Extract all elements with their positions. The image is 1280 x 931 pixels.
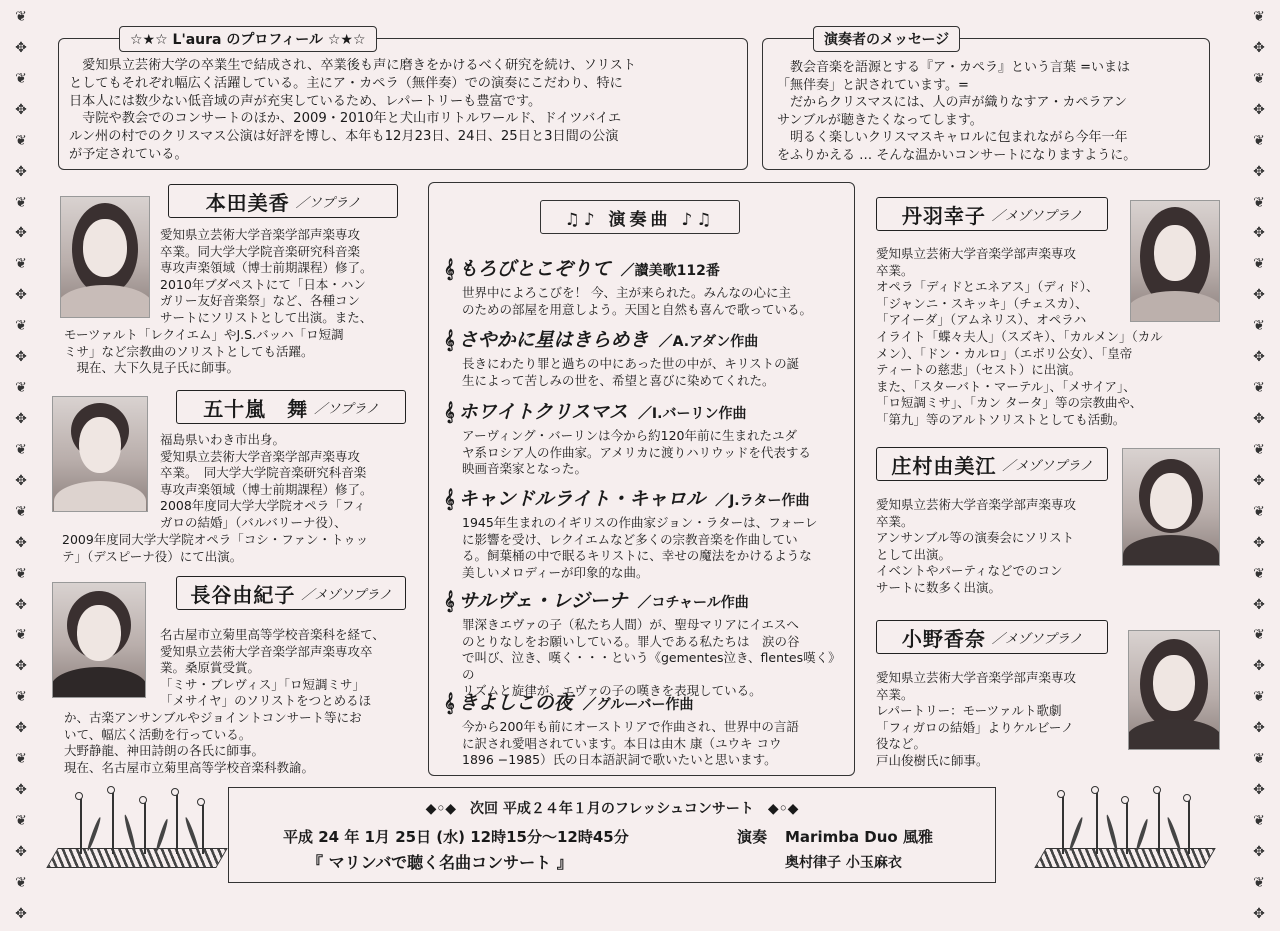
vine-ornament-icon: ❦ <box>1253 318 1265 335</box>
bio-line: 愛知県立芸術大学音楽学部声楽専攻 <box>876 246 1077 261</box>
vine-ornament-icon: ❦ <box>1253 812 1265 829</box>
bio-line: モーツァルト「レクイエム」やJ.S.バッハ「ロ短調 <box>64 327 344 342</box>
message-line: だからクリスマスには、人の声が織りなすア・カペラアン <box>777 95 1127 111</box>
vine-ornament-icon: ❦ <box>15 751 27 768</box>
left-border-ornament <box>8 10 34 921</box>
bio-line: 戸山俊樹氏に師事。 <box>876 752 989 768</box>
bio-line: イベントやパーティなどでのコン <box>876 563 1063 579</box>
performer-name-box <box>168 184 398 218</box>
bio-line: 現在、名古屋市立菊里高等学校音楽科教諭。 <box>64 759 315 775</box>
vine-ornament-icon: ❦ <box>15 318 27 335</box>
bio-line: 「ジャンニ・スキッキ」（チェスカ）、 <box>876 295 1088 311</box>
song-desc-line: 映画音楽家となった。 <box>462 461 588 477</box>
performer-photo <box>1130 200 1220 322</box>
bio-line: サートにソリストとして出演。また、 <box>160 309 373 325</box>
performer-role: ／メゾソプラノ <box>991 208 1083 224</box>
vine-ornament-icon: ✥ <box>15 472 27 489</box>
bio-line: として出演。 <box>876 546 952 562</box>
message-line: サンブルが聴きたくなってします。 <box>777 112 983 128</box>
treble-clef-icon: 𝄞 <box>444 402 455 423</box>
song-desc-line: 罪深きエヴァの子（私たち人間）が、聖母マリアにイエスへ <box>462 617 799 632</box>
vine-ornament-icon: ✥ <box>1253 163 1265 180</box>
vine-ornament-icon: ✥ <box>15 287 27 304</box>
song-item <box>444 397 844 478</box>
song-desc-line: に訳され愛唱されています。本日は由木 康（ユウキ コウ <box>462 735 782 751</box>
song-title: もろびとこぞりて <box>458 258 611 280</box>
bio-line: サートに数多く出演。 <box>876 579 1002 595</box>
performer-name: 五十嵐 舞 <box>203 396 309 421</box>
vine-ornament-icon: ❦ <box>1253 627 1265 644</box>
profile-box <box>58 32 748 170</box>
vine-ornament-icon: ❦ <box>1253 503 1265 520</box>
bio-line: 2008年度同大学大学院オペラ「フィ <box>160 498 366 514</box>
song-desc-line: のとりなしをお願いしている。罪人である私たちは 涙の谷 <box>462 633 800 649</box>
next-concert-heading: ◆◦◆ 次回 平成２４年１月のフレッシュコンサート ◆◦◆ <box>425 801 799 817</box>
vine-ornament-icon: ✥ <box>15 720 27 737</box>
song-desc <box>444 356 844 389</box>
vine-ornament-icon: ❦ <box>15 70 27 87</box>
song-desc <box>444 515 844 581</box>
vine-ornament-icon: ✥ <box>15 843 27 860</box>
song-item <box>444 484 844 581</box>
song-title: さやかに星はきらめき <box>458 329 649 351</box>
vine-ornament-icon: ❦ <box>1253 565 1265 582</box>
song-desc-line: 生によって苦しみの世を、希望と喜びに染めてくれた。 <box>462 372 775 388</box>
performer-bio <box>160 627 430 710</box>
right-border-ornament <box>1246 10 1272 921</box>
bio-line: ガロの結婚」（バルバリーナ役）、 <box>160 514 347 530</box>
performer-name: 長谷由紀子 <box>190 582 296 607</box>
performer-photo <box>1128 630 1220 750</box>
bio-line: 卒業。 <box>876 513 914 529</box>
vine-ornament-icon: ❦ <box>15 132 27 149</box>
performer-bio <box>876 497 1126 597</box>
song-composer: ／I.バーリン作曲 <box>637 406 747 422</box>
performer-bio-wide <box>64 710 424 776</box>
vine-ornament-icon: ✥ <box>1253 225 1265 242</box>
profile-line: としてもそれぞれ幅広く活躍している。主にア・カペラ（無伴奏）での演奏にこだわり、特に <box>69 75 623 91</box>
vine-ornament-icon: ✥ <box>1253 720 1265 737</box>
vine-ornament-icon: ❦ <box>1253 194 1265 211</box>
profile-line: が予定されている。 <box>69 146 188 162</box>
vine-ornament-icon: ✥ <box>1253 782 1265 799</box>
vine-ornament-icon: ❦ <box>15 9 27 25</box>
bio-line: 愛知県立芸術大学音楽学部声楽専攻 <box>160 227 361 242</box>
performer-bio-wide <box>62 532 422 565</box>
bio-line: アンサンブル等の演奏会にソリスト <box>876 530 1075 546</box>
bio-line: 2009年度同大学大学院オペラ「コシ・ファン・トゥッ <box>62 532 369 547</box>
vine-ornament-icon: ✥ <box>1253 843 1265 860</box>
bio-line: 愛知県立芸術大学音楽学部声楽専攻卒 <box>160 643 373 659</box>
vine-ornament-icon: ✥ <box>15 410 27 427</box>
song-desc-line: 世界中によろこびを！ 今、主が来られた。みんなの心に主 <box>462 285 791 300</box>
bio-line: テ」（デスピーナ役）にて出演。 <box>62 548 243 564</box>
song-title: キャンドルライト・キャロル <box>458 488 706 510</box>
vine-ornament-icon: ❦ <box>1253 380 1265 397</box>
vine-ornament-icon: ✥ <box>1253 101 1265 118</box>
bio-line: ガリー友好音楽祭」など、各種コン <box>160 293 361 309</box>
song-desc <box>444 285 844 318</box>
song-desc-line: ヤ系ロシア人の作曲家。アメリカに渡りハリウッドを代表する <box>462 444 811 460</box>
bio-line: 業。桑原賞受賞。 <box>160 660 261 676</box>
song-item <box>444 688 844 769</box>
profile-line: 寺院や教会でのコンサートのほか、2009・2010年と犬山市リトルワールド、ドイツバイエ <box>69 111 622 127</box>
vine-ornament-icon: ❦ <box>15 380 27 397</box>
vine-ornament-icon: ✥ <box>15 225 27 242</box>
performer-role: ／メゾソプラノ <box>1002 458 1093 474</box>
bio-line: 「メサイヤ」のソリストをつとめるほ <box>160 693 372 709</box>
vine-ornament-icon: ❦ <box>15 256 27 273</box>
song-composer: ／J.ラター作曲 <box>715 493 810 509</box>
performer-name: 庄村由美江 <box>891 453 997 478</box>
performer-role: ／ソプラノ <box>295 195 361 211</box>
vine-ornament-icon: ✥ <box>1253 534 1265 551</box>
performer-bio-wide <box>64 327 414 377</box>
performer-name: 小野香奈 <box>901 626 986 651</box>
bio-line: か、古楽アンサンブルやジョイントコンサート等にお <box>64 710 362 725</box>
performer-bio <box>876 670 1126 770</box>
vine-ornament-icon: ❦ <box>15 812 27 829</box>
next-concert-date: 平成 24 年 1月 25日 (水) 12時15分〜12時45分 <box>283 828 629 846</box>
performer-name: 本田美香 <box>205 190 290 215</box>
song-composer: ／グルーバー作曲 <box>582 697 694 713</box>
performer-name: 丹羽幸子 <box>901 203 986 228</box>
bio-line: オペラ「ディドとエネアス」（ディド）、 <box>876 279 1099 295</box>
performer-photo <box>52 582 146 698</box>
vine-ornament-icon: ✥ <box>15 101 27 118</box>
performer-role: ／メゾソプラノ <box>301 587 392 603</box>
treble-clef-icon: 𝄞 <box>444 591 455 612</box>
performer-name-box <box>876 197 1108 231</box>
song-composer: ／A.アダン作曲 <box>658 334 759 350</box>
performer-role: ／ソプラノ <box>314 401 379 417</box>
performer-role: ／メゾソプラノ <box>991 631 1083 647</box>
profile-title: ☆★☆ L'aura のプロフィール ☆★☆ <box>119 26 377 52</box>
vine-ornament-icon: ❦ <box>15 627 27 644</box>
song-desc-line: 長きにわたり罪と過ちの中にあった世の中が、キリストの誕 <box>462 356 800 371</box>
bio-line: 役など。 <box>876 736 927 752</box>
song-desc-line: で叫び、泣き、嘆く・・・という《gementes泣き、flentes嘆く》の <box>462 650 841 682</box>
vine-ornament-icon: ✥ <box>1253 905 1265 922</box>
song-desc-line: のための部屋を用意しよう。天国と自然も喜んで歌っている。 <box>462 301 813 317</box>
vine-ornament-icon: ✥ <box>1253 39 1265 56</box>
bio-line: イライト「蝶々夫人」（スズキ）、「カルメン」（カル <box>876 329 1163 344</box>
bio-line: 卒業。同大学大学院音楽研究科音楽 <box>160 243 361 259</box>
song-desc-line: 1945年生まれのイギリスの作曲家ジョン・ラターは、フォーレ <box>462 515 818 530</box>
vine-ornament-icon: ❦ <box>1253 256 1265 273</box>
vine-ornament-icon: ❦ <box>1253 689 1265 706</box>
vine-ornament-icon: ✥ <box>15 658 27 675</box>
bio-line: 福島県いわき市出身。 <box>160 432 286 447</box>
songs-title: ♫♪ 演奏曲 ♪♫ <box>540 200 740 234</box>
bio-line: 大野静龍、神田詩朗の各氏に師事。 <box>64 743 265 759</box>
treble-clef-icon: 𝄞 <box>444 693 455 714</box>
vine-ornament-icon: ✥ <box>15 905 27 922</box>
performer-name-box <box>176 576 406 610</box>
treble-clef-icon: 𝄞 <box>444 489 455 510</box>
flower-illustration-right <box>1040 786 1210 886</box>
bio-line: また、「スターバト・マーテル」、「メサイア」、 <box>876 378 1136 394</box>
vine-ornament-icon: ✥ <box>15 782 27 799</box>
performer-name-box <box>876 447 1108 481</box>
next-performer-members: 奥村律子 小玉麻衣 <box>785 855 902 871</box>
vine-ornament-icon: ❦ <box>1253 9 1265 25</box>
song-title: サルヴェ・レジーナ <box>458 590 628 612</box>
vine-ornament-icon: ✥ <box>1253 410 1265 427</box>
song-item <box>444 254 844 318</box>
vine-ornament-icon: ❦ <box>15 441 27 458</box>
next-concert-title: 『 マリンバで聴く名曲コンサート 』 <box>307 853 573 872</box>
song-desc-line: リズムと旋律が、エヴァの子の嘆きを表現している。 <box>462 683 762 699</box>
bio-line: 卒業。 <box>876 686 914 702</box>
song-item <box>444 325 844 389</box>
bio-line: レパートリー：モーツァルト歌劇 <box>876 703 1062 719</box>
vine-ornament-icon: ❦ <box>1253 874 1265 891</box>
bio-line: 「フィガロの結婚」よりケルビーノ <box>876 719 1074 735</box>
vine-ornament-icon: ❦ <box>15 194 27 211</box>
song-item <box>444 586 844 700</box>
message-text <box>777 59 1203 165</box>
message-box <box>762 32 1210 170</box>
song-desc-line: 1896 −1985）氏の日本語訳詞で歌いたいと思います。 <box>462 752 777 768</box>
vine-ornament-icon: ❦ <box>15 689 27 706</box>
bio-line: 愛知県立芸術大学音楽学部声楽専攻 <box>876 497 1077 512</box>
song-title: きよしこの夜 <box>458 692 573 714</box>
vine-ornament-icon: ✥ <box>15 596 27 613</box>
bio-line: 「アイーダ」（アムネリス）、オペラハ <box>876 312 1087 328</box>
performer-photo <box>60 196 150 318</box>
bio-line: 専攻声楽領域（博士前期課程）修了。 <box>160 260 373 276</box>
performer-photo <box>52 396 148 512</box>
bio-line: 卒業。 同大学大学院音楽研究科音楽 <box>160 465 367 481</box>
song-composer: ／讃美歌112番 <box>620 263 720 279</box>
vine-ornament-icon: ❦ <box>1253 441 1265 458</box>
next-concert-box <box>228 787 996 883</box>
bio-line: 名古屋市立菊里高等学校音楽科を経て、 <box>160 627 385 642</box>
bio-line: 現在、大下久見子氏に師事。 <box>64 360 240 376</box>
song-desc-line: る。飼葉桶の中で眠るキリストに、幸せの魔法をかけるような <box>462 548 812 564</box>
vine-ornament-icon: ❦ <box>1253 70 1265 87</box>
song-desc-line: 美しいメロディーが印象的な曲。 <box>462 564 649 580</box>
performer-photo <box>1122 448 1220 566</box>
performer-bio-wide <box>876 329 1216 429</box>
vine-ornament-icon: ✥ <box>15 349 27 366</box>
bio-line: 「ロ短調ミサ」、「カン タータ」等の宗教曲や、 <box>876 395 1143 411</box>
song-composer: ／コチャール作曲 <box>637 595 749 611</box>
vine-ornament-icon: ❦ <box>15 565 27 582</box>
bio-line: 専攻声楽領域（博士前期課程）修了。 <box>160 481 373 497</box>
vine-ornament-icon: ✥ <box>1253 658 1265 675</box>
profile-line: 日本人には数少ない低音域の声が充実しているため、レパートリーも豊富です。 <box>69 93 542 109</box>
vine-ornament-icon: ✥ <box>1253 349 1265 366</box>
vine-ornament-icon: ✥ <box>1253 472 1265 489</box>
bio-line: 愛知県立芸術大学音楽学部声楽専攻 <box>876 670 1077 685</box>
profile-text <box>69 57 739 164</box>
message-line: 明るく楽しいクリスマスキャロルに包まれながら今年一年 <box>777 130 1128 146</box>
next-performer: Marimba Duo 風雅 <box>785 828 933 846</box>
song-desc-line: 今から200年も前にオーストリアで作曲され、世界中の言語 <box>462 719 799 734</box>
bio-line: 「ミサ・ブレヴィス」「ロ短調ミサ」 <box>160 676 366 692</box>
vine-ornament-icon: ✥ <box>15 534 27 551</box>
vine-ornament-icon: ✥ <box>1253 287 1265 304</box>
message-line: 「無伴奏」と訳されています。= <box>777 77 969 93</box>
treble-clef-icon: 𝄞 <box>444 330 455 351</box>
profile-line: ルン州の村でのクリスマス公演は好評を博し、本年も12月23日、24日、25日と3日間の公演 <box>69 129 619 145</box>
song-desc <box>444 428 844 478</box>
vine-ornament-icon: ❦ <box>1253 132 1265 149</box>
performer-bio <box>876 246 1126 329</box>
bio-line: 卒業。 <box>876 262 914 278</box>
song-desc-line: に影響を受け、レクイエムなど多くの宗教音楽を作曲してい <box>462 531 798 547</box>
message-line: 教会音楽を語源とする『ア・カペラ』という言葉 =いまは <box>777 60 1131 75</box>
song-title: ホワイトクリスマス <box>458 401 628 423</box>
bio-line: 「第九」等のアルトソリストとしても活動。 <box>876 411 1126 427</box>
bio-line: メン）、「ドン・カルロ」（エボリ公女）、「皇帝 <box>876 345 1133 361</box>
song-desc <box>444 719 844 769</box>
profile-line: 愛知県立芸術大学の卒業生で結成され、卒業後も声に磨きをかけるべく研究を続け、ソリスト <box>69 58 637 73</box>
vine-ornament-icon: ❦ <box>15 874 27 891</box>
vine-ornament-icon: ❦ <box>15 503 27 520</box>
flower-illustration-left <box>52 786 222 886</box>
performer-label: 演奏 <box>737 828 768 846</box>
song-desc-line: アーヴィング・バーリンは今から約120年前に生まれたユダ <box>462 428 797 443</box>
vine-ornament-icon: ✥ <box>15 39 27 56</box>
vine-ornament-icon: ❦ <box>1253 751 1265 768</box>
bio-line: ティートの慈悲」（セスト）に出演。 <box>876 362 1082 378</box>
bio-line: いて、幅広く活動を行っている。 <box>64 726 252 742</box>
message-title: 演奏者のメッセージ <box>813 26 960 52</box>
performer-bio <box>160 432 420 532</box>
bio-line: ミサ」など宗教曲のソリストとしても活躍。 <box>64 343 314 359</box>
bio-line: 2010年ブダペストにて「日本・ハン <box>160 276 366 292</box>
bio-line: 愛知県立芸術大学音楽学部声楽専攻 <box>160 448 361 464</box>
vine-ornament-icon: ✥ <box>15 163 27 180</box>
vine-ornament-icon: ✥ <box>1253 596 1265 613</box>
performer-name-box <box>176 390 406 424</box>
message-line: をふりかえる … そんな温かいコンサートになりますように。 <box>777 147 1137 163</box>
performer-bio <box>160 227 410 327</box>
performer-name-box <box>876 620 1108 654</box>
treble-clef-icon: 𝄞 <box>444 259 455 280</box>
